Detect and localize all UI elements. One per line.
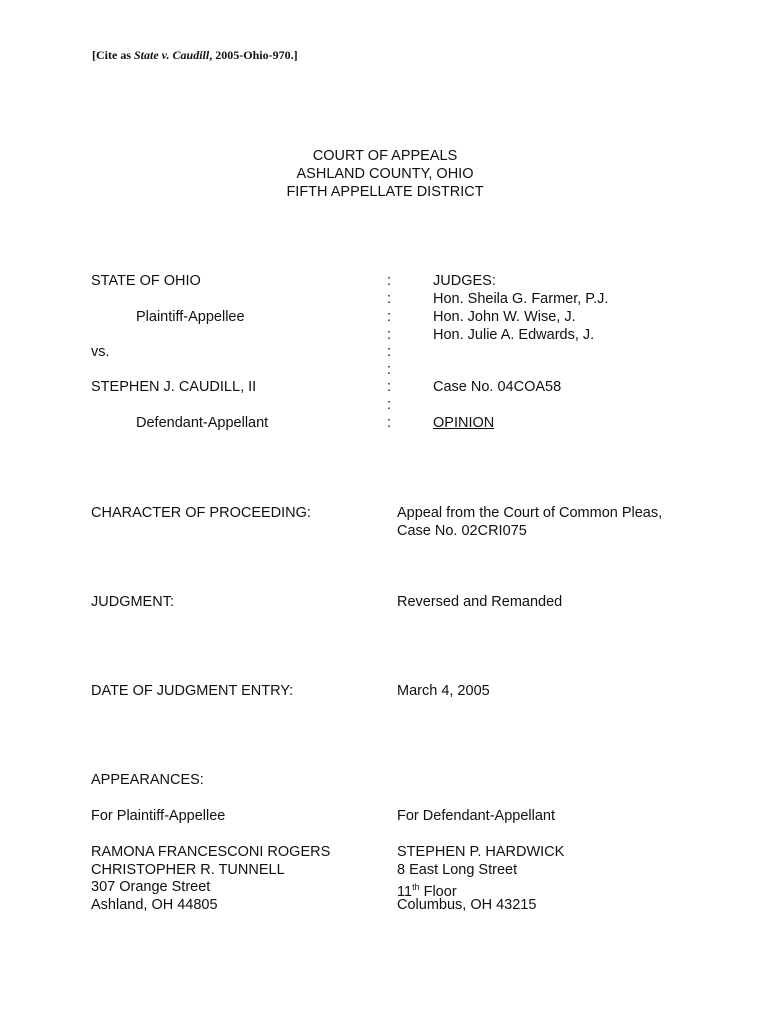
caption-separator: : xyxy=(387,379,392,395)
character-value: Appeal from the Court of Common Pleas, xyxy=(397,505,663,521)
caption-separator: : xyxy=(387,397,392,413)
defendant-counsel-street: 8 East Long Street xyxy=(397,862,518,878)
citation-suffix: , 2005-Ohio-970.] xyxy=(209,48,298,62)
caption-separator: : xyxy=(387,309,392,325)
date-value: March 4, 2005 xyxy=(397,683,490,699)
court-district: FIFTH APPELLATE DISTRICT xyxy=(286,184,484,200)
appearances-heading: APPEARANCES: xyxy=(91,772,204,788)
floor-number: 11 xyxy=(397,883,413,900)
court-county: ASHLAND COUNTY, OHIO xyxy=(296,166,474,182)
defendant-counsel-heading: For Defendant-Appellant xyxy=(397,808,555,824)
caption-separator: : xyxy=(387,344,392,360)
judge-name: Hon. Sheila G. Farmer, P.J. xyxy=(433,291,609,307)
plaintiff-role: Plaintiff-Appellee xyxy=(136,309,245,325)
floor-word: Floor xyxy=(419,883,457,900)
case-number: Case No. 04COA58 xyxy=(433,379,562,395)
defendant-counsel-name: STEPHEN P. HARDWICK xyxy=(397,844,565,860)
opinion-label: OPINION xyxy=(433,415,495,431)
court-heading xyxy=(0,147,770,201)
judge-name: Hon. John W. Wise, J. xyxy=(433,309,576,325)
judgment-label: JUDGMENT: xyxy=(91,594,174,610)
caption-separator: : xyxy=(387,273,392,289)
versus: vs. xyxy=(91,344,110,360)
defendant-name: STEPHEN J. CAUDILL, II xyxy=(91,379,257,395)
plaintiff-counsel-line: Ashland, OH 44805 xyxy=(91,897,218,913)
citation-prefix: [Cite as xyxy=(92,48,134,62)
plaintiff-counsel-heading: For Plaintiff-Appellee xyxy=(91,808,226,824)
caption-separator: : xyxy=(387,291,392,307)
character-label: CHARACTER OF PROCEEDING: xyxy=(91,505,311,521)
judge-name: Hon. Julie A. Edwards, J. xyxy=(433,327,595,343)
defendant-counsel-city: Columbus, OH 43215 xyxy=(397,897,537,913)
plaintiff-counsel-line: CHRISTOPHER R. TUNNELL xyxy=(91,862,285,878)
defendant-role: Defendant-Appellant xyxy=(136,415,269,431)
character-value-case: Case No. 02CRI075 xyxy=(397,523,527,539)
caption-separator: : xyxy=(387,362,392,378)
plaintiff-counsel-line: 307 Orange Street xyxy=(91,879,211,895)
plaintiff-name: STATE OF OHIO xyxy=(91,273,201,289)
judges-heading: JUDGES: xyxy=(433,273,496,289)
judgment-value: Reversed and Remanded xyxy=(397,594,563,610)
caption-separator: : xyxy=(387,327,392,343)
citation-case-name: State v. Caudill xyxy=(134,48,210,62)
floor-superscript: th xyxy=(412,882,420,892)
plaintiff-counsel-line: RAMONA FRANCESCONI ROGERS xyxy=(91,844,331,860)
citation xyxy=(92,46,298,64)
date-label: DATE OF JUDGMENT ENTRY: xyxy=(91,683,294,699)
caption-separator: : xyxy=(387,415,392,431)
court-name: COURT OF APPEALS xyxy=(312,148,458,164)
